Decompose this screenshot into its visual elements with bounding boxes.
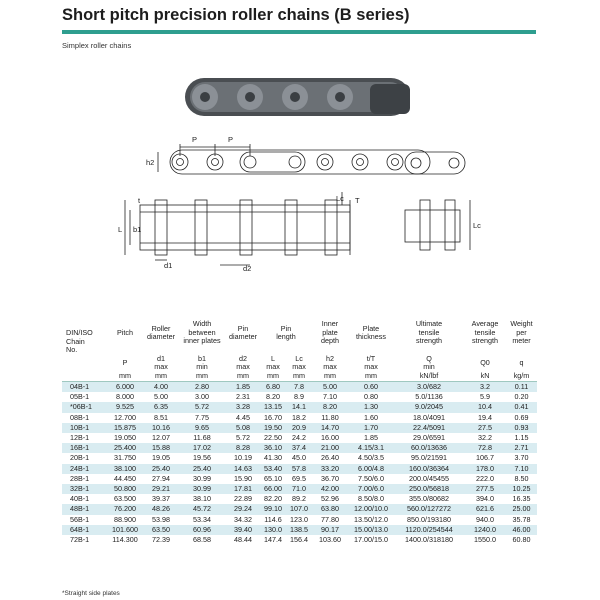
- table-cell: 250.0/56818: [394, 484, 464, 494]
- table-cell: 18.0/4091: [394, 413, 464, 423]
- table-cell: 13.50/12.0: [348, 515, 394, 525]
- table-cell: 48.44: [226, 535, 260, 545]
- table-cell: 8.9: [286, 392, 312, 402]
- table-cell: 0.93: [506, 423, 537, 433]
- table-cell: 106.7: [464, 453, 506, 463]
- table-cell: 25.400: [106, 443, 144, 453]
- table-cell: 27.5: [464, 423, 506, 433]
- table-cell: 19.50: [260, 423, 286, 433]
- table-cell: 15.88: [144, 443, 178, 453]
- table-cell: 1400.0/318180: [394, 535, 464, 545]
- table-cell: 1.15: [506, 433, 537, 443]
- table-cell: 72.8: [464, 443, 506, 453]
- table-row: [62, 443, 537, 453]
- table-cell: 53.40: [260, 464, 286, 474]
- table-cell: 2.80: [178, 382, 226, 393]
- symbol-q0: Q0: [464, 354, 506, 372]
- table-cell: 850.0/193180: [394, 515, 464, 525]
- header-inner-plate-depth: Inner plate depth: [312, 312, 348, 354]
- table-cell: 12.00/10.0: [348, 504, 394, 514]
- unit-q0: kN: [464, 372, 506, 382]
- table-cell: 17.00/15.0: [348, 535, 394, 545]
- chain-no-cell: 24B-1: [62, 464, 106, 474]
- chain-end-view-lower: [405, 200, 470, 250]
- table-row: [62, 525, 537, 535]
- symbol-b1: b1 min: [178, 354, 226, 372]
- chain-top-view: [125, 192, 350, 265]
- table-cell: 10.25: [506, 484, 537, 494]
- table-cell: 7.10: [506, 464, 537, 474]
- table-cell: 1120.0/254544: [394, 525, 464, 535]
- label-p2: P: [228, 135, 234, 144]
- table-row: [62, 515, 537, 525]
- table-cell: 621.6: [464, 504, 506, 514]
- header-roller-diameter: Roller diameter: [144, 312, 178, 354]
- table-cell: 19.4: [464, 413, 506, 423]
- label-t: t: [138, 196, 141, 205]
- table-cell: 30.99: [178, 484, 226, 494]
- table-cell: 10.16: [144, 423, 178, 433]
- table-cell: 95.0/21591: [394, 453, 464, 463]
- table-cell: 29.24: [226, 504, 260, 514]
- table-cell: 4.50/3.5: [348, 453, 394, 463]
- table-cell: 5.9: [464, 392, 506, 402]
- table-cell: 50.800: [106, 484, 144, 494]
- table-cell: 60.80: [506, 535, 537, 545]
- table-cell: 34.32: [226, 515, 260, 525]
- table-cell: 560.0/127272: [394, 504, 464, 514]
- table-cell: 30.99: [178, 474, 226, 484]
- table-row: [62, 453, 537, 463]
- header-pin-length: Pin length: [260, 312, 312, 354]
- table-cell: 38.100: [106, 464, 144, 474]
- header-pitch: Pitch: [106, 312, 144, 354]
- table-cell: 48.26: [144, 504, 178, 514]
- table-cell: 16.35: [506, 494, 537, 504]
- table-cell: 39.37: [144, 494, 178, 504]
- table-cell: 42.00: [312, 484, 348, 494]
- title-underline: [62, 30, 536, 34]
- table-cell: 38.10: [178, 494, 226, 504]
- table-row: [62, 433, 537, 443]
- table-cell: 45.0: [286, 453, 312, 463]
- table-cell: 20.9: [286, 423, 312, 433]
- chain-no-cell: 28B-1: [62, 474, 106, 484]
- table-cell: 12.700: [106, 413, 144, 423]
- table-cell: 16.00: [312, 433, 348, 443]
- table-cell: 65.10: [260, 474, 286, 484]
- chain-end-view-upper: [405, 152, 465, 174]
- table-cell: 41.30: [260, 453, 286, 463]
- table-cell: 19.56: [178, 453, 226, 463]
- unit-pin: mm: [226, 372, 260, 382]
- symbol-qw: q: [506, 354, 537, 372]
- table-cell: 53.34: [178, 515, 226, 525]
- table-cell: 7.8: [286, 382, 312, 393]
- table-cell: 8.50/8.0: [348, 494, 394, 504]
- table-cell: 5.72: [226, 433, 260, 443]
- unit-pitch: mm: [106, 372, 144, 382]
- table-cell: 14.63: [226, 464, 260, 474]
- table-cell: 66.00: [260, 484, 286, 494]
- table-cell: 33.20: [312, 464, 348, 474]
- table-cell: 222.0: [464, 474, 506, 484]
- table-row: [62, 464, 537, 474]
- table-cell: 0.80: [348, 392, 394, 402]
- label-lc-top: Lc: [336, 194, 344, 203]
- table-cell: 3.70: [506, 453, 537, 463]
- table-cell: 46.00: [506, 525, 537, 535]
- table-cell: 4.15/3.1: [348, 443, 394, 453]
- table-cell: 8.28: [226, 443, 260, 453]
- table-cell: 156.4: [286, 535, 312, 545]
- table-cell: 17.02: [178, 443, 226, 453]
- table-cell: 114.6: [260, 515, 286, 525]
- table-cell: 7.75: [178, 413, 226, 423]
- table-cell: 89.2: [286, 494, 312, 504]
- table-cell: 88.900: [106, 515, 144, 525]
- table-cell: 6.35: [144, 402, 178, 412]
- chain-no-cell: 56B-1: [62, 515, 106, 525]
- page-subtitle: Simplex roller chains: [62, 41, 132, 50]
- symbol-d1: d1 max: [144, 354, 178, 372]
- chain-no-cell: 72B-1: [62, 535, 106, 545]
- table-cell: 1.30: [348, 402, 394, 412]
- table-cell: 36.70: [312, 474, 348, 484]
- symbol-d2: d2 max: [226, 354, 260, 372]
- chain-no-cell: 05B-1: [62, 392, 106, 402]
- table-cell: 53.98: [144, 515, 178, 525]
- symbol-q: Q min: [394, 354, 464, 372]
- symbol-lc: Lc max: [286, 354, 312, 372]
- label-d1: d1: [164, 261, 173, 270]
- header-average-tensile: Average tensile strength: [464, 312, 506, 354]
- table-cell: 0.11: [506, 382, 537, 393]
- chain-spec-table: [62, 312, 537, 545]
- label-d2: d2: [243, 264, 252, 273]
- table-cell: 17.81: [226, 484, 260, 494]
- table-cell: 0.69: [506, 413, 537, 423]
- table-cell: 45.72: [178, 504, 226, 514]
- table-cell: 107.0: [286, 504, 312, 514]
- table-cell: 18.2: [286, 413, 312, 423]
- chain-no-cell: *06B-1: [62, 402, 106, 412]
- table-cell: 1.85: [348, 433, 394, 443]
- table-cell: 6.80: [260, 382, 286, 393]
- table-cell: 355.0/80682: [394, 494, 464, 504]
- table-cell: 2.71: [506, 443, 537, 453]
- table-cell: 3.00: [178, 392, 226, 402]
- table-cell: 69.5: [286, 474, 312, 484]
- table-cell: 27.94: [144, 474, 178, 484]
- chain-no-cell: 20B-1: [62, 453, 106, 463]
- table-cell: 22.50: [260, 433, 286, 443]
- table-cell: 3.2: [464, 382, 506, 393]
- table-cell: 147.4: [260, 535, 286, 545]
- table-cell: 14.70: [312, 423, 348, 433]
- table-cell: 31.750: [106, 453, 144, 463]
- table-cell: 39.40: [226, 525, 260, 535]
- chain-photo: [185, 78, 410, 116]
- label-b1: b1: [133, 225, 142, 234]
- table-cell: 123.0: [286, 515, 312, 525]
- table-cell: 19.050: [106, 433, 144, 443]
- table-cell: 394.0: [464, 494, 506, 504]
- chain-no-cell: 16B-1: [62, 443, 106, 453]
- table-cell: 1240.0: [464, 525, 506, 535]
- header-ultimate-tensile: Ultimate tensile strength: [394, 312, 464, 354]
- table-cell: 3.28: [226, 402, 260, 412]
- table-cell: 35.78: [506, 515, 537, 525]
- table-cell: 63.500: [106, 494, 144, 504]
- chain-no-cell: 32B-1: [62, 484, 106, 494]
- table-cell: 36.10: [260, 443, 286, 453]
- chain-no-cell: 08B-1: [62, 413, 106, 423]
- table-cell: 11.68: [178, 433, 226, 443]
- table-cell: 1.70: [348, 423, 394, 433]
- table-cell: 72.39: [144, 535, 178, 545]
- chain-no-cell: 04B-1: [62, 382, 106, 393]
- chain-no-cell: 64B-1: [62, 525, 106, 535]
- table-cell: 14.1: [286, 402, 312, 412]
- table-cell: 277.5: [464, 484, 506, 494]
- label-p1: P: [192, 135, 198, 144]
- table-cell: 15.00/13.0: [348, 525, 394, 535]
- table-cell: 9.65: [178, 423, 226, 433]
- table-cell: 160.0/36364: [394, 464, 464, 474]
- symbol-h2: h2 max: [312, 354, 348, 372]
- table-cell: 19.05: [144, 453, 178, 463]
- footnote: *Straight side plates: [62, 590, 120, 597]
- table-cell: 5.72: [178, 402, 226, 412]
- table-cell: 77.80: [312, 515, 348, 525]
- table-row: [62, 484, 537, 494]
- table-row: [62, 494, 537, 504]
- table-row: [62, 535, 537, 545]
- symbol-tT: t/T max: [348, 354, 394, 372]
- chain-no-cell: 48B-1: [62, 504, 106, 514]
- page-title: Short pitch precision roller chains (B series): [62, 6, 410, 24]
- unit-q: kN/lbf: [394, 372, 464, 382]
- unit-tT: mm: [348, 372, 394, 382]
- table-cell: 130.0: [260, 525, 286, 535]
- table-cell: 37.4: [286, 443, 312, 453]
- table-cell: 25.00: [506, 504, 537, 514]
- symbol-p: P: [106, 354, 144, 372]
- table-cell: 178.0: [464, 464, 506, 474]
- table-cell: 71.0: [286, 484, 312, 494]
- table-cell: 60.96: [178, 525, 226, 535]
- table-cell: 10.4: [464, 402, 506, 412]
- table-row: [62, 504, 537, 514]
- table-cell: 21.00: [312, 443, 348, 453]
- unit-roller: mm: [144, 372, 178, 382]
- table-cell: 3.0/682: [394, 382, 464, 393]
- table-cell: 1550.0: [464, 535, 506, 545]
- table-cell: 32.2: [464, 433, 506, 443]
- unit-chain-no: [62, 372, 106, 382]
- table-cell: 29.0/6591: [394, 433, 464, 443]
- table-cell: 1.60: [348, 413, 394, 423]
- table-cell: 99.10: [260, 504, 286, 514]
- table-cell: 8.000: [106, 392, 144, 402]
- header-weight-per-meter: Weight per meter: [506, 312, 537, 354]
- table-cell: 15.90: [226, 474, 260, 484]
- unit-width: mm: [178, 372, 226, 382]
- table-cell: 22.4/5091: [394, 423, 464, 433]
- table-cell: 8.20: [260, 392, 286, 402]
- table-cell: 5.00: [144, 392, 178, 402]
- spec-table-body: [62, 382, 537, 546]
- table-cell: 4.00: [144, 382, 178, 393]
- table-cell: 114.300: [106, 535, 144, 545]
- table-cell: 9.0/2045: [394, 402, 464, 412]
- table-cell: 9.525: [106, 402, 144, 412]
- symbol-l: L max: [260, 354, 286, 372]
- table-cell: 5.0/1136: [394, 392, 464, 402]
- table-cell: 200.0/45455: [394, 474, 464, 484]
- table-row: [62, 413, 537, 423]
- header-width-inner-plates: Width between inner plates: [178, 312, 226, 354]
- table-cell: 8.50: [506, 474, 537, 484]
- table-cell: 5.00: [312, 382, 348, 393]
- header-plate-thickness: Plate thickness: [348, 312, 394, 354]
- table-cell: 12.07: [144, 433, 178, 443]
- table-cell: 26.40: [312, 453, 348, 463]
- table-cell: 22.89: [226, 494, 260, 504]
- table-cell: 0.20: [506, 392, 537, 402]
- table-cell: 90.17: [312, 525, 348, 535]
- table-cell: 10.19: [226, 453, 260, 463]
- table-row: [62, 382, 537, 393]
- table-cell: 25.40: [144, 464, 178, 474]
- chain-no-cell: 10B-1: [62, 423, 106, 433]
- unit-qw: kg/m: [506, 372, 537, 382]
- table-cell: 68.58: [178, 535, 226, 545]
- table-cell: 63.80: [312, 504, 348, 514]
- table-cell: 63.50: [144, 525, 178, 535]
- table-cell: 8.51: [144, 413, 178, 423]
- table-row: [62, 392, 537, 402]
- table-row: [62, 423, 537, 433]
- header-pin-diameter: Pin diameter: [226, 312, 260, 354]
- table-cell: 11.80: [312, 413, 348, 423]
- table-cell: 7.00/6.0: [348, 484, 394, 494]
- table-cell: 29.21: [144, 484, 178, 494]
- table-cell: 15.875: [106, 423, 144, 433]
- unit-lc: mm: [286, 372, 312, 382]
- table-cell: 1.85: [226, 382, 260, 393]
- table-cell: 7.10: [312, 392, 348, 402]
- table-cell: 0.41: [506, 402, 537, 412]
- table-cell: 101.600: [106, 525, 144, 535]
- chain-no-cell: 40B-1: [62, 494, 106, 504]
- table-row: [62, 402, 537, 412]
- label-h2: h2: [146, 158, 155, 167]
- table-cell: 0.60: [348, 382, 394, 393]
- table-cell: 76.200: [106, 504, 144, 514]
- table-cell: 24.2: [286, 433, 312, 443]
- table-cell: 7.50/6.0: [348, 474, 394, 484]
- label-T: T: [355, 196, 360, 205]
- chain-no-cell: 12B-1: [62, 433, 106, 443]
- table-cell: 52.96: [312, 494, 348, 504]
- table-cell: 6.00/4.8: [348, 464, 394, 474]
- table-cell: 60.0/13636: [394, 443, 464, 453]
- chain-diagram: [100, 60, 520, 275]
- table-cell: 6.000: [106, 382, 144, 393]
- label-lc-side: Lc: [473, 221, 481, 230]
- table-cell: 82.20: [260, 494, 286, 504]
- table-cell: 44.450: [106, 474, 144, 484]
- table-cell: 57.8: [286, 464, 312, 474]
- table-cell: 13.15: [260, 402, 286, 412]
- table-cell: 2.31: [226, 392, 260, 402]
- label-l: L: [118, 225, 123, 234]
- chain-side-view: [158, 144, 430, 174]
- table-row: [62, 474, 537, 484]
- table-cell: 16.70: [260, 413, 286, 423]
- table-cell: 940.0: [464, 515, 506, 525]
- table-cell: 4.45: [226, 413, 260, 423]
- header-chain-no: DIN/ISO Chain No.: [62, 312, 106, 372]
- unit-h2: mm: [312, 372, 348, 382]
- table-cell: 5.08: [226, 423, 260, 433]
- table-cell: 103.60: [312, 535, 348, 545]
- table-cell: 138.5: [286, 525, 312, 535]
- unit-l: mm: [260, 372, 286, 382]
- table-cell: 8.20: [312, 402, 348, 412]
- table-cell: 25.40: [178, 464, 226, 474]
